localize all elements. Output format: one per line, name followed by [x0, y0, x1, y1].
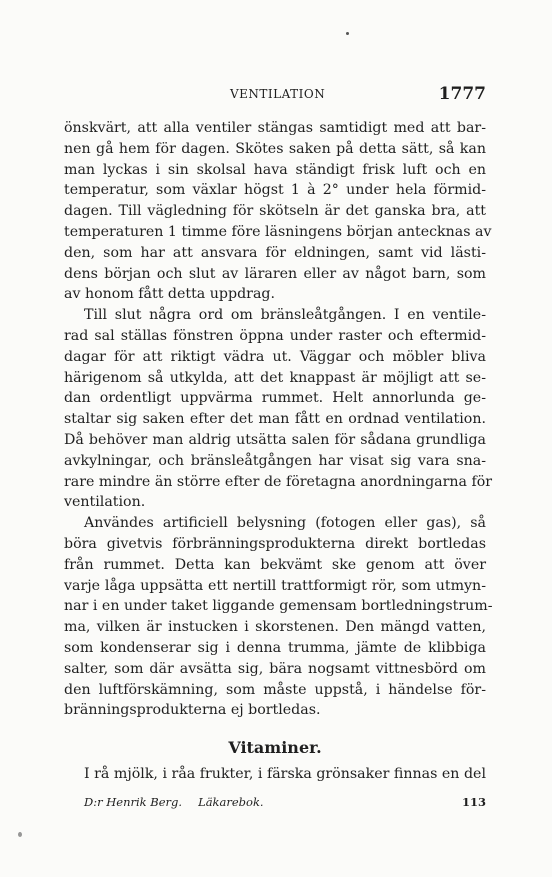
text-line: avkylningar, och bränsleåtgången har visat sig vara sna- — [64, 452, 486, 469]
footer-signature — [84, 795, 264, 809]
text-line: dan ordentligt uppvärma rummet. Helt annorlunda ge- — [64, 390, 486, 407]
page-number: 1777 — [438, 84, 486, 104]
text-line: böra givetvis förbränningsprodukterna direkt bortledas — [64, 535, 486, 552]
ink-speck — [18, 832, 22, 837]
running-head: VENTILATION — [230, 87, 326, 101]
text-line: salter, som där avsätta sig, bära nogsamt vittnesbörd om — [64, 660, 486, 677]
text-line: önskvärt, att alla ventiler stängas samtidigt med att bar- — [64, 120, 486, 136]
paragraph — [64, 513, 493, 721]
text-line: Användes artificiell belysning (fotogen eller gas), så — [84, 515, 486, 532]
text-line: av honom fått detta uppdrag. — [64, 286, 275, 303]
text-line: ma, vilken är instucken i skorstenen. Den mängd vatten, — [64, 619, 486, 636]
text-line: dagar för att riktigt vädra ut. Väggar och möbler bliva — [64, 348, 486, 365]
text-line: den luftförskämning, som måste uppstå, i händelse för- — [64, 681, 486, 698]
body-text — [64, 118, 493, 721]
text-line: I rå mjölk, i råa frukter, i färska grönsaker finnas en del — [84, 766, 486, 782]
text-line: temperatur, som växlar högst 1 à 2° under hela förmid- — [64, 182, 486, 199]
page-header — [64, 84, 486, 106]
text-line: härigenom så utkylda, att det knappast är möjligt att se- — [64, 369, 486, 386]
text-line: varje låga uppsätta ett nertill trattformigt rör, som utmyn- — [64, 577, 486, 594]
section-heading: Vitaminer. — [228, 738, 322, 757]
footer-author: D:r Henrik Berg. — [84, 795, 183, 809]
paragraph — [64, 118, 492, 305]
text-line: rad sal ställas fönstren öppna under raster och eftermid- — [64, 327, 486, 344]
text-line: dagen. Till vägledning för skötseln är det ganska bra, att — [64, 203, 486, 220]
text-line: staltar sig saken efter det man fått en ordnad ventilation. — [64, 411, 486, 428]
text-line: Till slut några ord om bränsleåtgången. I en ventile- — [84, 307, 486, 324]
text-line: Då behöver man aldrig utsätta salen för sådana grundliga — [64, 431, 486, 448]
text-line: nar i en under taket liggande gemensam bortledningstrum- — [64, 598, 493, 615]
text-line: ventilation. — [64, 494, 146, 511]
paragraph — [64, 305, 493, 513]
text-line: den, som har att ansvara för eldningen, samt vid lästi- — [64, 244, 486, 261]
text-line: nen gå hem för dagen. Skötes saken på detta sätt, så kan — [64, 140, 486, 157]
text-line: bränningsprodukterna ej bortledas. — [64, 702, 321, 719]
text-line: temperaturen 1 timme före läsningens början antecknas av — [64, 223, 492, 240]
text-line: rare mindre än större efter de företagna anordningarna för — [64, 473, 493, 490]
page-footer — [84, 795, 486, 813]
footer-title: Läkarebok. — [198, 795, 264, 809]
text-line: från rummet. Detta kan bekvämt ske genom att över — [64, 556, 486, 573]
text-line: dens början och slut av läraren eller av något barn, som — [64, 265, 486, 282]
sheet-number: 113 — [461, 795, 486, 809]
ink-speck — [346, 32, 349, 35]
text-line: som kondenserar sig i denna trumma, jämte de klibbiga — [64, 639, 486, 656]
text-line: man lyckas i sin skolsal hava ständigt frisk luft och en — [64, 161, 486, 178]
